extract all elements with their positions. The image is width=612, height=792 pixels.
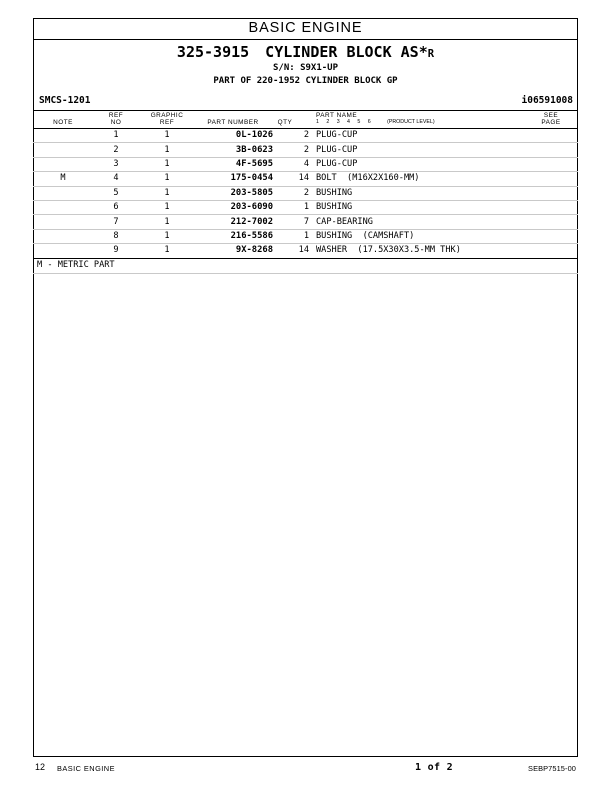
footer-section-name: BASIC ENGINE: [57, 763, 115, 773]
cell-part-name: CAP-BEARING: [316, 216, 373, 227]
assembly-part-name: CYLINDER BLOCK AS: [265, 43, 419, 61]
column-header-graphic-ref-line2: REF: [159, 119, 175, 127]
cell-qty: 2: [303, 130, 309, 141]
serial-number-line: S/N: S9X1-UP: [272, 62, 339, 73]
product-level-2: 2: [326, 119, 330, 126]
cell-part-number[interactable]: 9X-8268: [235, 245, 273, 256]
cell-qty: 2: [303, 187, 309, 198]
meta-row: [33, 94, 578, 111]
footer-page-number: 12: [35, 762, 46, 772]
document-id: i06591008: [521, 95, 573, 106]
product-level-3: 3: [336, 119, 340, 126]
column-header-part-name: [316, 111, 559, 127]
cell-ref-no: 4: [113, 173, 119, 184]
cell-part-number[interactable]: 4F-5695: [235, 158, 273, 169]
section-header-box: [33, 18, 578, 40]
cell-part-name: BUSHING: [316, 202, 353, 213]
column-header-part-name-label: PART NAME: [316, 111, 358, 119]
cell-ref-no: 6: [113, 202, 119, 213]
column-header-graphic-ref-line1: GRAPHIC: [150, 111, 184, 119]
column-header-qty: QTY: [277, 119, 293, 127]
table-footnote-row: [33, 259, 578, 274]
cell-note: M: [60, 173, 66, 184]
column-header-graphic-ref: [138, 112, 196, 127]
product-level-1: 1: [316, 119, 319, 126]
product-level-5: 5: [357, 119, 361, 126]
table-row[interactable]: [33, 172, 578, 186]
table-row[interactable]: [33, 215, 578, 229]
assembly-star-marker: *: [418, 43, 428, 61]
parts-table: [33, 111, 578, 274]
cell-qty: 4: [303, 158, 309, 169]
cell-graphic-ref: 1: [164, 245, 170, 256]
cell-qty: 14: [298, 173, 309, 184]
column-header-see-page-line2: PAGE: [541, 119, 561, 127]
cell-ref-no: 7: [113, 216, 119, 227]
cell-part-number[interactable]: 203-5805: [230, 187, 273, 198]
table-row[interactable]: [33, 143, 578, 157]
cell-ref-no: 2: [113, 144, 119, 155]
part-of-group-line: PART OF 220-1952 CYLINDER BLOCK GP: [213, 76, 398, 87]
table-row[interactable]: [33, 129, 578, 143]
cell-ref-no: 9: [113, 245, 119, 256]
cell-graphic-ref: 1: [164, 216, 170, 227]
product-level-4: 4: [347, 119, 350, 126]
product-level-6: 6: [367, 119, 371, 126]
assembly-title: [33, 44, 578, 61]
table-header-row: [33, 111, 578, 129]
column-header-ref-no-line2: NO: [110, 119, 122, 127]
cell-part-name: PLUG-CUP: [316, 144, 358, 155]
cell-part-name: PLUG-CUP: [316, 158, 358, 169]
table-row[interactable]: [33, 187, 578, 201]
cell-qty: 14: [298, 245, 309, 256]
cell-part-name: WASHER (17.5X30X3.5-MM THK): [316, 245, 461, 256]
cell-ref-no: 5: [113, 187, 119, 198]
cell-part-name: BOLT (M16X2X160-MM): [316, 173, 420, 184]
cell-graphic-ref: 1: [164, 158, 170, 169]
cell-graphic-ref: 1: [164, 130, 170, 141]
table-row[interactable]: [33, 244, 578, 258]
product-level-scale: [316, 119, 556, 127]
product-level-label: (PRODUCT LEVEL): [387, 119, 435, 126]
table-row[interactable]: [33, 158, 578, 172]
footer-form-number: SEBP7515-00: [528, 764, 576, 773]
cell-graphic-ref: 1: [164, 202, 170, 213]
cell-part-number[interactable]: 216-5586: [230, 230, 273, 241]
cell-part-number[interactable]: 175-0454: [230, 173, 273, 184]
cell-part-number[interactable]: 212-7002: [230, 216, 273, 227]
cell-graphic-ref: 1: [164, 144, 170, 155]
column-header-see-page-line1: SEE: [543, 111, 559, 119]
assembly-part-number: 325-3915: [176, 43, 250, 61]
footer-sheet-indicator: 1 of 2: [415, 762, 453, 773]
cell-qty: 7: [303, 216, 309, 227]
smcs-code: SMCS-1201: [39, 95, 91, 106]
cell-ref-no: 3: [113, 158, 119, 169]
cell-qty: 1: [303, 230, 309, 241]
column-header-part-number: PART NUMBER: [207, 119, 259, 127]
column-header-ref-no: [95, 112, 137, 127]
table-row[interactable]: [33, 230, 578, 244]
cell-part-name: BUSHING: [316, 187, 353, 198]
metric-part-footnote: M - METRIC PART: [37, 259, 115, 270]
cell-part-number[interactable]: 3B-0623: [235, 144, 273, 155]
cell-part-name: BUSHING (CAMSHAFT): [316, 230, 415, 241]
cell-ref-no: 1: [113, 130, 119, 141]
column-header-note: NOTE: [53, 119, 73, 127]
column-header-see-page: [528, 112, 574, 127]
cell-qty: 1: [303, 202, 309, 213]
cell-graphic-ref: 1: [164, 173, 170, 184]
table-body: [33, 129, 578, 259]
cell-part-number[interactable]: 203-6090: [230, 202, 273, 213]
cell-qty: 2: [303, 144, 309, 155]
cell-ref-no: 8: [113, 230, 119, 241]
cell-part-number[interactable]: 0L-1026: [235, 130, 273, 141]
title-block: [33, 44, 578, 87]
section-header-title: BASIC ENGINE: [248, 19, 363, 36]
cell-part-name: PLUG-CUP: [316, 130, 358, 141]
column-header-ref-no-line1: REF: [108, 111, 124, 119]
assembly-revision-letter: R: [427, 48, 435, 60]
table-row[interactable]: [33, 201, 578, 215]
page-footer: [33, 762, 578, 776]
cell-graphic-ref: 1: [164, 230, 170, 241]
cell-graphic-ref: 1: [164, 187, 170, 198]
